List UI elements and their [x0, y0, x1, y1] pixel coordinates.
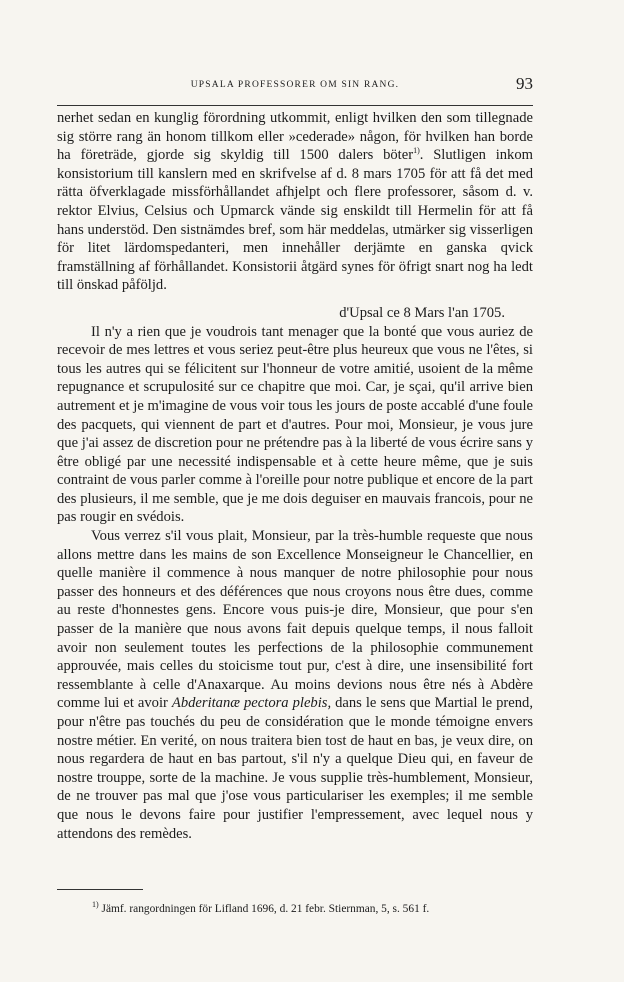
footnote-marker: 1): [92, 900, 99, 910]
letter-paragraph-2-start: Vous verrez s'il vous plait, Monsieur, par la très-humble requeste que nous allons mettre dans les mains de son Excellence Monseigneur le Chancellier, en quelle manière il commence à nous manquer de notre philosophie pour nous passer des honneurs et des déférences que nous croyons nous être dues, comme au reste d'honnestes gens. Encore vous puis-je dire, Monsieur, que pour s'en passer de la manière que nous avons fait depuis quelque temps, il nous falloit avoir non seulement toutes les perfections de la philosophie communement approuvée, mais celles du stoicisme tout pur, c'est à dire, une insensibilité fort ressemblante à celle d'Anaxarque. Au moins devions nous être nés à Abdère comme lui et avoir: [57, 528, 533, 712]
letter-paragraph-2-end: dans le sens que Martial le prend, pour n'être pas touchés du peu de considération que le monde témoigne envers nostre métier. En verité, on nous traitera bien tost de haut en bas, je veux dire, on nous regardera de haut en bas partout, s'il n'y a quelque Dieu qui, en faveur de nostre trouppe, sorte de la machine. Je vous supplie très-humblement, Monsieur, de ne trouver pas mal que j'ose vous particulariser les exemples; il me semble que nous le devons faire pour justifier l'empressement, avec lequel nous y attendons des remèdes.: [57, 695, 533, 842]
intro-text: nerhet sedan en kunglig förordning utkommit, enligt hvilken den som tillegnade sig större rang än honom tillkom eller »cederade» någon, för hvilken han borde ha företräde, gjorde sig skyldig till 1500 dalers böter: [57, 110, 533, 164]
header-rule: [57, 105, 533, 106]
intro-text-rest: . Slutligen inkom konsistorium till kanslern med en skrifvelse af d. 8 mars 1705 för att få det med rätta öfverklagade missförhållandet afhjelpt och flere professorer, såsom d. v. rektor Elvius, Celsius och Upmarck vände sig enskildt till Hermelin för att få hans understöd. Den sistnämdes bref, som här meddelas, utmärker sig visserligen för litet lärdomspedanteri, men innehåller derjämte en ganska qvick framställning af förhållandet. Konsistorii åtgärd synes för öfrigt snart nog ha ledt till önskad påföljd.: [57, 147, 533, 294]
footnote-rule: [57, 889, 143, 890]
page-number: 93: [516, 74, 533, 93]
letter-paragraph-2: [57, 527, 533, 843]
footnote-reference: 1): [413, 146, 420, 156]
running-title: UPSALA PROFESSORER OM SIN RANG.: [190, 80, 400, 90]
main-text: [57, 109, 533, 843]
latin-quotation: Abderitanæ pectora plebis,: [171, 695, 332, 712]
footnote-text: Jämf. rangordningen för Lifland 1696, d. 21 febr. Stiernman, 5, s. 561 f.: [101, 903, 430, 915]
intro-paragraph: [57, 109, 533, 295]
running-head: [57, 74, 533, 94]
footnote: [92, 902, 536, 916]
letter-paragraph-1: Il n'y a rien que je voudrois tant menager que la bonté que vous auriez de recevoir de mes lettres et vous seriez peut-être plus heureux que vous ne l'êtes, si tous les autres qui se félicitent sur l'honneur de votre amitié, usoient de la même repugnance et scrupulosité sur ce chapitre que moi. Car, je sçai, qu'il arrive bien autrement et je m'imagine de vous voir tous les jours de poste accablé d'une foule des pacquets, qui viennent de part et d'autres. Pour moi, Monsieur, je vous jure que j'ai assez de discretion pour ne prétendre pas à la liberté de vous écrire sans y être obligé par une necessité indispensable et à cette heure même, que je suis contraint de vous parler comme à l'oreille pour notre publique et encore de la part des plusieurs, il me semble, que je me dois deguiser en mauvais francois, pour ne pas rougir en svédois.: [57, 323, 533, 526]
letter-dateline: d'Upsal ce 8 Mars l'an 1705.: [339, 304, 505, 321]
